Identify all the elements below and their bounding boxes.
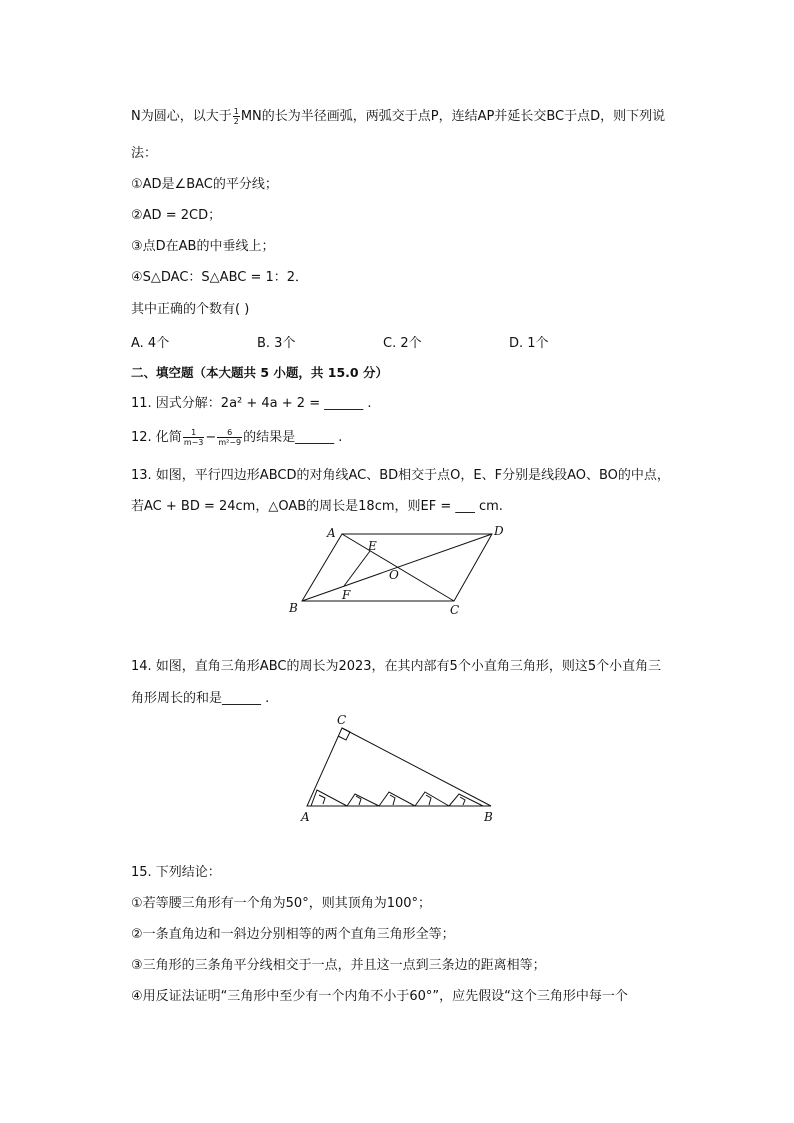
segment-ef [344, 551, 370, 586]
small-right-mark-4 [426, 795, 431, 805]
q10-option-c: C. 2个 [383, 336, 422, 351]
q12-fraction-1 [183, 428, 205, 447]
q10-option-b: B. 3个 [257, 336, 296, 351]
q11-text: 11. 因式分解：2a² + 4a + 2 = ______ . [131, 396, 372, 411]
label-c: C [337, 713, 347, 727]
q10-line-1 [131, 107, 665, 126]
fraction-numerator: 1 [233, 107, 239, 116]
small-triangle-3 [379, 792, 415, 806]
q12-line [131, 428, 342, 447]
q12-prefix: 12. 化简 [131, 430, 182, 445]
q15-statement-2: ②一条直角边和一斜边分别相等的两个直角三角形全等； [131, 927, 455, 942]
fraction-denominator: 2 [233, 117, 239, 126]
q12-fraction-2 [217, 428, 242, 447]
q15-statement-3: ③三角形的三条角平分线相交于一点，并且这一点到三条边的距离相等； [131, 958, 546, 973]
q15-statement-1: ①若等腰三角形有一个角为50°，则其顶角为100°； [131, 896, 432, 911]
small-right-mark-1 [319, 795, 325, 804]
q10-statement-3: ③点D在AB的中垂线上； [131, 239, 275, 254]
label-o: O [389, 568, 399, 582]
q14-line-1: 14. 如图，直角三角形ABC的周长为2023，在其内部有5个小直角三角形，则这5个小直角三 [131, 659, 662, 674]
small-right-mark-3 [390, 795, 395, 805]
small-right-mark-2 [356, 796, 361, 805]
q10-option-d: D. 1个 [509, 336, 549, 351]
q12-minus: − [205, 430, 217, 445]
triangle-abc [307, 728, 491, 806]
label-a: A [327, 526, 336, 540]
label-b: B [289, 601, 298, 615]
q12-fraction-1-numerator: 1 [183, 428, 205, 438]
small-triangle-2 [347, 794, 379, 806]
q14-line-2: 角形周长的和是______ . [131, 691, 270, 706]
q14-triangle-figure [295, 710, 505, 825]
label-e: E [368, 539, 377, 553]
q10-statement-4: ④S△DAC：S△ABC = 1：2． [131, 270, 309, 285]
q13-line-2: 若AC + BD = 24cm，△OAB的周长是18cm，则EF = ___ cm. [131, 499, 503, 514]
q10-line-1-text-b: MN的长为半径画弧，两弧交于点P，连结AP并延长交BC于点D，则下列说 [240, 109, 666, 124]
q10-line-2: 法： [131, 146, 158, 161]
section-heading: 二、填空题（本大题共 5 小题，共 15.0 分） [131, 365, 388, 380]
q13-line-1: 13. 如图，平行四边形ABCD的对角线AC、BD相交于点O，E、F分别是线段AO、BO的中点， [131, 468, 670, 483]
label-d: D [494, 524, 504, 538]
q12-fraction-2-numerator: 6 [217, 428, 242, 438]
q10-prompt: 其中正确的个数有( ) [131, 302, 250, 317]
label-f: F [342, 588, 351, 602]
fraction-one-half [233, 107, 240, 126]
small-right-mark-5 [460, 797, 465, 805]
q10-option-a: A. 4个 [131, 336, 170, 351]
q13-parallelogram-figure [280, 520, 520, 620]
q10-statement-2: ②AD = 2CD； [131, 208, 222, 223]
q12-fraction-2-denominator: m²−9 [218, 438, 242, 447]
label-b: B [484, 810, 493, 824]
label-a: A [301, 810, 310, 824]
q10-statement-1: ①AD是∠BAC的平分线； [131, 177, 278, 192]
q10-line-1-text: N为圆心，以大于 [131, 109, 232, 124]
q15-statement-4: ④用反证法证明“三角形中至少有一个内角不小于60°”，应先假设“这个三角形中每一个 [131, 989, 628, 1004]
small-triangle-1 [311, 790, 347, 806]
q12-fraction-1-denominator: m−3 [183, 438, 204, 447]
q15-title: 15. 下列结论： [131, 865, 221, 880]
small-triangle-5 [449, 794, 483, 806]
label-c: C [450, 603, 460, 617]
q12-suffix: 的结果是______ . [243, 430, 343, 445]
small-triangle-4 [415, 792, 449, 806]
